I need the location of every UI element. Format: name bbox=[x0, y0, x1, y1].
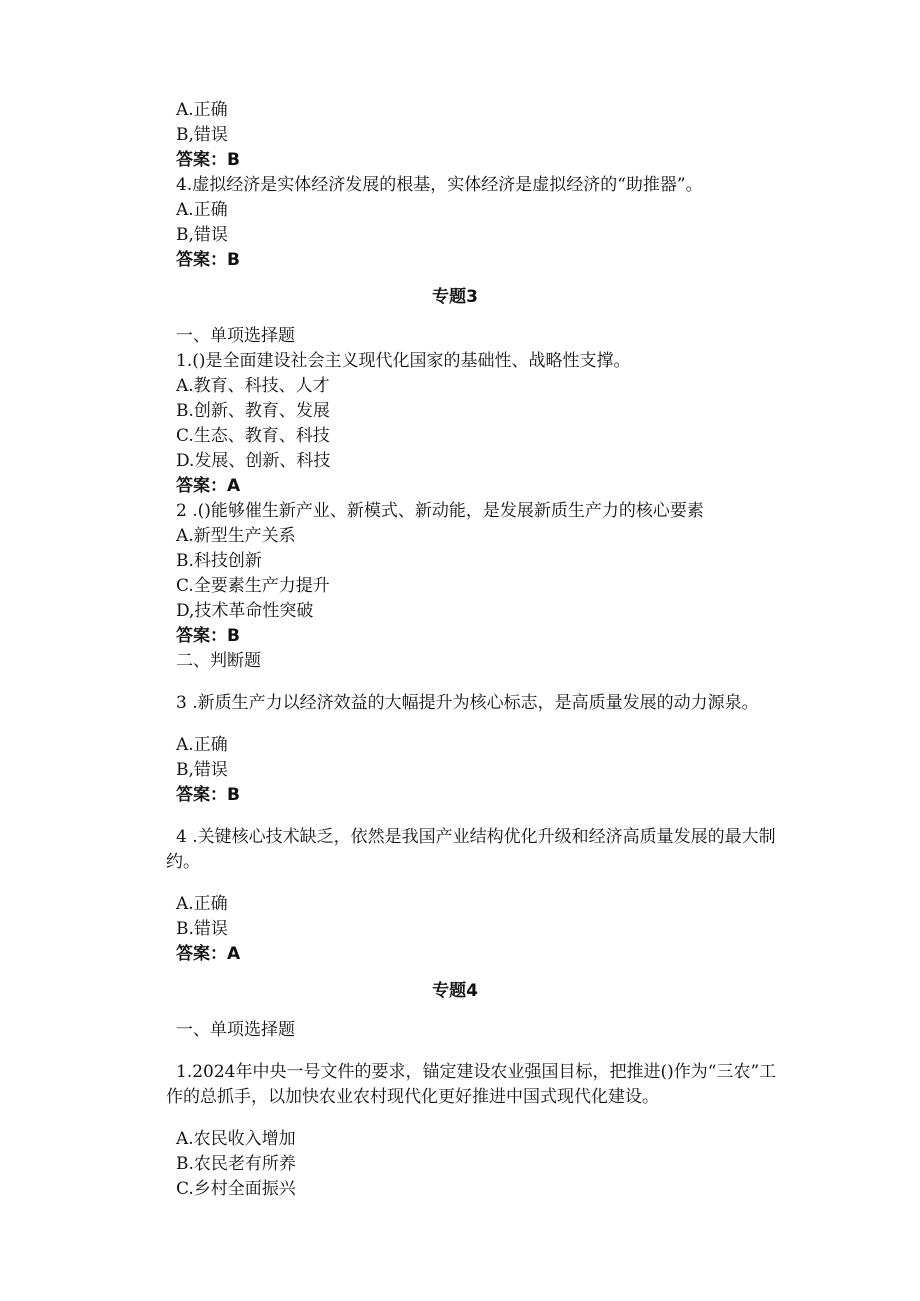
section-title-4: 专题4 bbox=[432, 981, 478, 1001]
answer: 答案：B bbox=[176, 150, 240, 170]
option-a: A.正确 bbox=[176, 200, 228, 220]
question-1: 1.()是全面建设社会主义现代化国家的基础性、战略性支撑。 bbox=[176, 351, 631, 371]
option-a: A.新型生产关系 bbox=[176, 526, 296, 546]
option-a: A.农民收入增加 bbox=[176, 1129, 296, 1149]
option-c: C.全要素生产力提升 bbox=[176, 576, 330, 596]
option-b: B,错误 bbox=[176, 125, 228, 145]
option-c: C.乡村全面振兴 bbox=[176, 1179, 296, 1199]
option-a: A.正确 bbox=[176, 100, 228, 120]
document-content bbox=[166, 98, 786, 1202]
answer: 答案：A bbox=[176, 476, 241, 496]
option-a: A.教育、科技、人才 bbox=[176, 376, 330, 396]
part-heading: 一、单项选择题 bbox=[176, 1020, 295, 1040]
option-b: B,错误 bbox=[176, 225, 228, 245]
question-1: 1.2024年中央一号文件的要求，锚定建设农业强国目标，把推进()作为“三农”工作的总抓手，以加快农业农村现代化更好推进中国式现代化建设。 bbox=[166, 1062, 777, 1107]
option-a: A.正确 bbox=[176, 735, 228, 755]
question-4: 4.虚拟经济是实体经济发展的根基，实体经济是虚拟经济的“助推器”。 bbox=[176, 175, 703, 195]
option-b: B.创新、教育、发展 bbox=[176, 401, 330, 421]
option-d: D,技术革命性突破 bbox=[176, 601, 314, 621]
option-c: C.生态、教育、科技 bbox=[176, 426, 330, 446]
option-d: D.发展、创新、科技 bbox=[176, 451, 331, 471]
option-a: A.正确 bbox=[176, 894, 228, 914]
answer: 答案：B bbox=[176, 785, 240, 805]
option-b: B.农民老有所养 bbox=[176, 1154, 296, 1174]
answer: 答案：B bbox=[176, 250, 240, 270]
option-b: B.错误 bbox=[176, 919, 228, 939]
part-heading: 二、判断题 bbox=[176, 651, 261, 671]
option-b: B,错误 bbox=[176, 760, 228, 780]
question-3: 3 .新质生产力以经济效益的大幅提升为核心标志，是高质量发展的动力源泉。 bbox=[176, 693, 759, 713]
question-2: 2 .()能够催生新产业、新模式、新动能，是发展新质生产力的核心要素 bbox=[176, 501, 704, 521]
answer: 答案：B bbox=[176, 626, 240, 646]
question-4: 4 .关键核心技术缺乏，依然是我国产业结构优化升级和经济高质量发展的最大制约。 bbox=[166, 827, 776, 872]
part-heading: 一、单项选择题 bbox=[176, 326, 295, 346]
option-b: B.科技创新 bbox=[176, 551, 262, 571]
section-title-3: 专题3 bbox=[432, 287, 478, 307]
answer: 答案：A bbox=[176, 944, 241, 964]
